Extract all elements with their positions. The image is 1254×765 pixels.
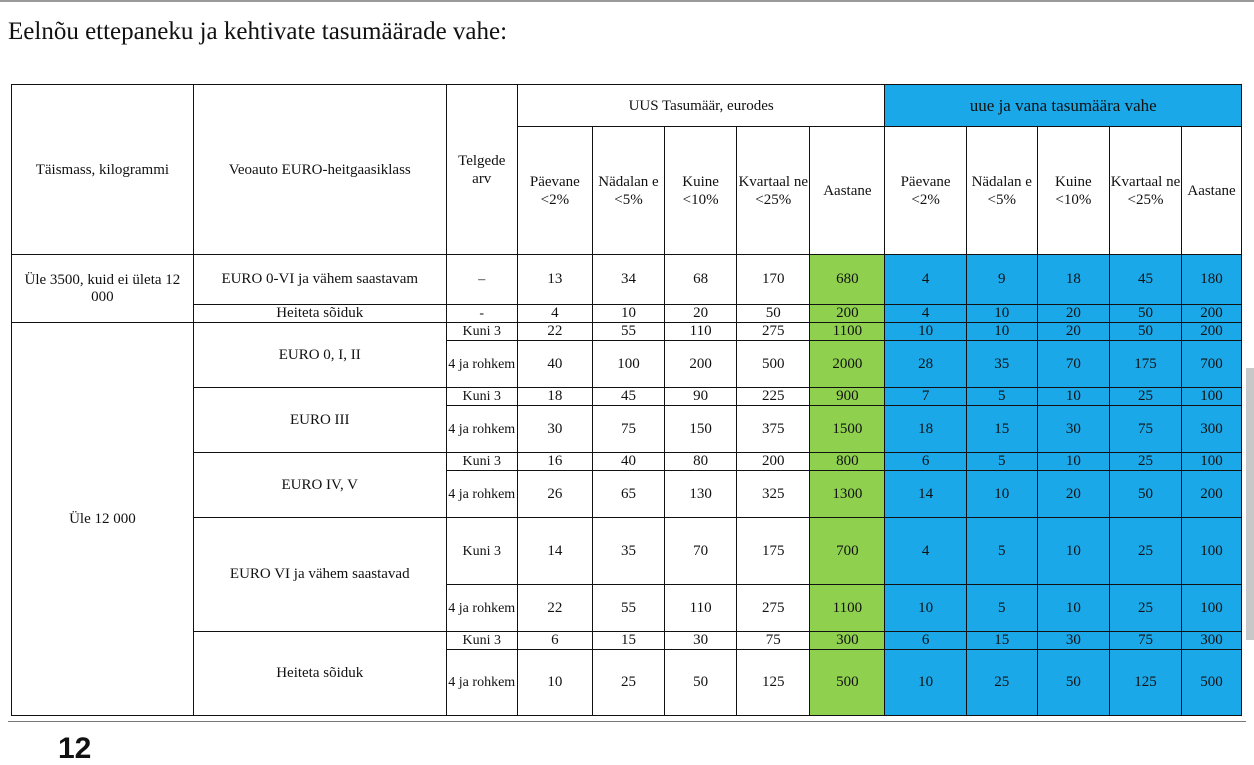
diff-weekly: 5 bbox=[966, 453, 1037, 471]
diff-yearly: 200 bbox=[1182, 305, 1242, 323]
new-rate-quarterly: 325 bbox=[737, 471, 810, 518]
new-rate-quarterly: 225 bbox=[737, 388, 810, 406]
new-rate-weekly: 25 bbox=[592, 650, 664, 716]
new-rate-yearly: 2000 bbox=[810, 341, 885, 388]
header-rate-difference: uue ja vana tasumäära vahe bbox=[885, 85, 1242, 127]
diff-quarterly: 25 bbox=[1109, 518, 1181, 585]
header-period-monthly: Kuine <10% bbox=[665, 127, 737, 255]
diff-monthly: 10 bbox=[1037, 388, 1109, 406]
new-rate-yearly: 200 bbox=[810, 305, 885, 323]
axle-count: Kuni 3 bbox=[446, 518, 517, 585]
euro-class-label: EURO 0, I, II bbox=[193, 323, 446, 388]
diff-daily: 6 bbox=[885, 632, 966, 650]
diff-yearly: 200 bbox=[1182, 471, 1242, 518]
diff-weekly: 9 bbox=[966, 255, 1037, 305]
axle-count: 4 ja rohkem bbox=[446, 471, 517, 518]
new-rate-monthly: 110 bbox=[665, 585, 737, 632]
new-rate-quarterly: 50 bbox=[737, 305, 810, 323]
axle-count: – bbox=[446, 255, 517, 305]
new-rate-monthly: 90 bbox=[665, 388, 737, 406]
euro-class-label: Heiteta sõiduk bbox=[193, 305, 446, 323]
new-rate-quarterly: 125 bbox=[737, 650, 810, 716]
diff-daily: 10 bbox=[885, 585, 966, 632]
new-rate-daily: 6 bbox=[517, 632, 592, 650]
new-rate-yearly: 500 bbox=[810, 650, 885, 716]
header-new-rates: UUS Tasumäär, eurodes bbox=[517, 85, 885, 127]
new-rate-quarterly: 170 bbox=[737, 255, 810, 305]
diff-daily: 18 bbox=[885, 406, 966, 453]
euro-class-label: EURO III bbox=[193, 388, 446, 453]
new-rate-quarterly: 175 bbox=[737, 518, 810, 585]
diff-yearly: 300 bbox=[1182, 632, 1242, 650]
new-rate-monthly: 150 bbox=[665, 406, 737, 453]
new-rate-weekly: 40 bbox=[592, 453, 664, 471]
diff-daily: 10 bbox=[885, 323, 966, 341]
diff-monthly: 30 bbox=[1037, 406, 1109, 453]
header-diff-monthly: Kuine <10% bbox=[1037, 127, 1109, 255]
diff-quarterly: 75 bbox=[1109, 406, 1181, 453]
new-rate-yearly: 1100 bbox=[810, 585, 885, 632]
new-rate-daily: 13 bbox=[517, 255, 592, 305]
mass-group-over-12000: Üle 12 000 bbox=[12, 323, 194, 716]
diff-yearly: 100 bbox=[1182, 453, 1242, 471]
new-rate-daily: 30 bbox=[517, 406, 592, 453]
axle-count: - bbox=[446, 305, 517, 323]
diff-monthly: 20 bbox=[1037, 305, 1109, 323]
axle-count: 4 ja rohkem bbox=[446, 406, 517, 453]
diff-monthly: 20 bbox=[1037, 471, 1109, 518]
page-number-text: 12 bbox=[58, 732, 92, 765]
axle-count: Kuni 3 bbox=[446, 453, 517, 471]
new-rate-quarterly: 275 bbox=[737, 585, 810, 632]
diff-monthly: 10 bbox=[1037, 518, 1109, 585]
axle-count: Kuni 3 bbox=[446, 323, 517, 341]
diff-yearly: 700 bbox=[1182, 341, 1242, 388]
diff-yearly: 100 bbox=[1182, 585, 1242, 632]
new-rate-daily: 14 bbox=[517, 518, 592, 585]
diff-quarterly: 25 bbox=[1109, 585, 1181, 632]
top-border bbox=[0, 0, 1254, 2]
diff-daily: 10 bbox=[885, 650, 966, 716]
new-rate-monthly: 200 bbox=[665, 341, 737, 388]
diff-quarterly: 125 bbox=[1109, 650, 1181, 716]
diff-quarterly: 50 bbox=[1109, 305, 1181, 323]
diff-weekly: 10 bbox=[966, 305, 1037, 323]
diff-monthly: 18 bbox=[1037, 255, 1109, 305]
page-number bbox=[58, 732, 92, 765]
diff-daily: 28 bbox=[885, 341, 966, 388]
diff-weekly: 10 bbox=[966, 471, 1037, 518]
diff-daily: 6 bbox=[885, 453, 966, 471]
diff-monthly: 10 bbox=[1037, 585, 1109, 632]
diff-weekly: 25 bbox=[966, 650, 1037, 716]
new-rate-daily: 10 bbox=[517, 650, 592, 716]
diff-daily: 4 bbox=[885, 518, 966, 585]
diff-monthly: 10 bbox=[1037, 453, 1109, 471]
fee-difference-table bbox=[11, 84, 1242, 716]
diff-weekly: 5 bbox=[966, 585, 1037, 632]
diff-weekly: 15 bbox=[966, 406, 1037, 453]
diff-quarterly: 75 bbox=[1109, 632, 1181, 650]
euro-class-label: EURO IV, V bbox=[193, 453, 446, 518]
new-rate-daily: 16 bbox=[517, 453, 592, 471]
new-rate-weekly: 55 bbox=[592, 323, 664, 341]
header-mass: Täismass, kilogrammi bbox=[12, 85, 194, 255]
diff-yearly: 180 bbox=[1182, 255, 1242, 305]
diff-yearly: 300 bbox=[1182, 406, 1242, 453]
new-rate-yearly: 1100 bbox=[810, 323, 885, 341]
new-rate-weekly: 65 bbox=[592, 471, 664, 518]
new-rate-quarterly: 200 bbox=[737, 453, 810, 471]
diff-weekly: 10 bbox=[966, 323, 1037, 341]
diff-weekly: 15 bbox=[966, 632, 1037, 650]
diff-yearly: 100 bbox=[1182, 388, 1242, 406]
axle-count: 4 ja rohkem bbox=[446, 585, 517, 632]
header-diff-weekly: Nädalan e <5% bbox=[966, 127, 1037, 255]
new-rate-yearly: 700 bbox=[810, 518, 885, 585]
new-rate-daily: 4 bbox=[517, 305, 592, 323]
new-rate-daily: 18 bbox=[517, 388, 592, 406]
new-rate-weekly: 75 bbox=[592, 406, 664, 453]
new-rate-yearly: 680 bbox=[810, 255, 885, 305]
diff-monthly: 20 bbox=[1037, 323, 1109, 341]
euro-class-label: EURO 0-VI ja vähem saastavam bbox=[193, 255, 446, 305]
diff-daily: 4 bbox=[885, 255, 966, 305]
new-rate-yearly: 800 bbox=[810, 453, 885, 471]
header-period-daily: Päevane <2% bbox=[517, 127, 592, 255]
new-rate-monthly: 50 bbox=[665, 650, 737, 716]
axle-count: Kuni 3 bbox=[446, 388, 517, 406]
new-rate-daily: 26 bbox=[517, 471, 592, 518]
diff-weekly: 35 bbox=[966, 341, 1037, 388]
diff-monthly: 70 bbox=[1037, 341, 1109, 388]
header-diff-daily: Päevane <2% bbox=[885, 127, 966, 255]
new-rate-weekly: 15 bbox=[592, 632, 664, 650]
new-rate-daily: 22 bbox=[517, 323, 592, 341]
new-rate-quarterly: 275 bbox=[737, 323, 810, 341]
diff-quarterly: 175 bbox=[1109, 341, 1181, 388]
diff-monthly: 50 bbox=[1037, 650, 1109, 716]
header-period-weekly: Nädalan e <5% bbox=[592, 127, 664, 255]
diff-daily: 14 bbox=[885, 471, 966, 518]
new-rate-weekly: 34 bbox=[592, 255, 664, 305]
new-rate-daily: 22 bbox=[517, 585, 592, 632]
new-rate-yearly: 1500 bbox=[810, 406, 885, 453]
diff-quarterly: 45 bbox=[1109, 255, 1181, 305]
header-diff-yearly: Aastane bbox=[1182, 127, 1242, 255]
diff-daily: 7 bbox=[885, 388, 966, 406]
diff-monthly: 30 bbox=[1037, 632, 1109, 650]
mass-group-3500-12000: Üle 3500, kuid ei ületa 12 000 bbox=[12, 255, 194, 323]
header-euro-class: Veoauto EURO-heitgaasiklass bbox=[193, 85, 446, 255]
new-rate-weekly: 10 bbox=[592, 305, 664, 323]
new-rate-monthly: 20 bbox=[665, 305, 737, 323]
header-period-yearly: Aastane bbox=[810, 127, 885, 255]
axle-count: 4 ja rohkem bbox=[446, 341, 517, 388]
header-diff-quarterly: Kvartaal ne <25% bbox=[1109, 127, 1181, 255]
new-rate-quarterly: 75 bbox=[737, 632, 810, 650]
new-rate-quarterly: 375 bbox=[737, 406, 810, 453]
page-bottom-rule bbox=[8, 721, 1246, 722]
new-rate-weekly: 100 bbox=[592, 341, 664, 388]
new-rate-monthly: 80 bbox=[665, 453, 737, 471]
diff-weekly: 5 bbox=[966, 388, 1037, 406]
axle-count: Kuni 3 bbox=[446, 632, 517, 650]
new-rate-monthly: 70 bbox=[665, 518, 737, 585]
new-rate-monthly: 110 bbox=[665, 323, 737, 341]
new-rate-yearly: 1300 bbox=[810, 471, 885, 518]
new-rate-weekly: 35 bbox=[592, 518, 664, 585]
header-period-quarterly: Kvartaal ne <25% bbox=[737, 127, 810, 255]
diff-yearly: 100 bbox=[1182, 518, 1242, 585]
new-rate-yearly: 300 bbox=[810, 632, 885, 650]
diff-yearly: 200 bbox=[1182, 323, 1242, 341]
diff-quarterly: 25 bbox=[1109, 453, 1181, 471]
diff-quarterly: 25 bbox=[1109, 388, 1181, 406]
euro-class-label: EURO VI ja vähem saastavad bbox=[193, 518, 446, 632]
new-rate-weekly: 55 bbox=[592, 585, 664, 632]
new-rate-daily: 40 bbox=[517, 341, 592, 388]
header-axles: Telgede arv bbox=[446, 85, 517, 255]
new-rate-monthly: 130 bbox=[665, 471, 737, 518]
axle-count: 4 ja rohkem bbox=[446, 650, 517, 716]
euro-class-label: Heiteta sõiduk bbox=[193, 632, 446, 716]
diff-quarterly: 50 bbox=[1109, 471, 1181, 518]
diff-quarterly: 50 bbox=[1109, 323, 1181, 341]
new-rate-yearly: 900 bbox=[810, 388, 885, 406]
new-rate-monthly: 30 bbox=[665, 632, 737, 650]
diff-daily: 4 bbox=[885, 305, 966, 323]
diff-yearly: 500 bbox=[1182, 650, 1242, 716]
new-rate-weekly: 45 bbox=[592, 388, 664, 406]
scrollbar-thumb[interactable] bbox=[1246, 368, 1254, 640]
diff-weekly: 5 bbox=[966, 518, 1037, 585]
new-rate-quarterly: 500 bbox=[737, 341, 810, 388]
page-heading: Eelnõu ettepaneku ja kehtivate tasumäärade vahe: bbox=[8, 18, 508, 45]
new-rate-monthly: 68 bbox=[665, 255, 737, 305]
